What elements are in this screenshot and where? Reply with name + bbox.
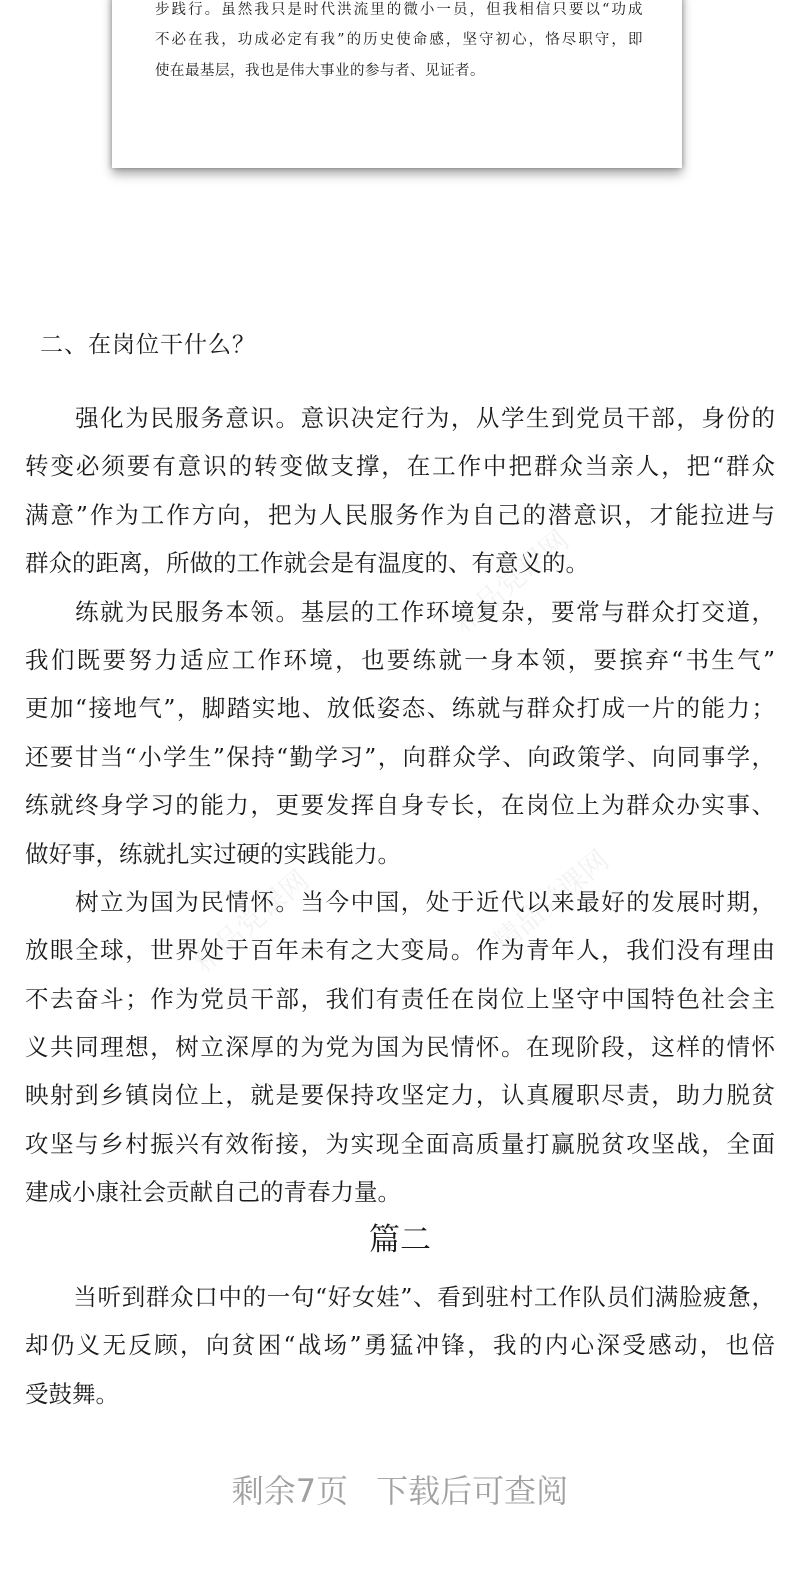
text-line: 不去奋斗；作为党员干部，我们有责任在岗位上坚守中国特色社会主 — [25, 984, 775, 1013]
watermark: 精品党课网 — [446, 523, 576, 639]
paragraph — [25, 394, 775, 588]
text-line: 群众的距离，所做的工作就会是有温度的、有意义的。 — [25, 549, 589, 578]
text-line: 还要甘当“小学生”保持“勤学习”，向群众学、向政策学、向同事学， — [25, 742, 775, 771]
text-line: 却仍义无反顾，向贫困“战场”勇猛冲锋，我的内心深受感动，也倍 — [25, 1331, 775, 1360]
part-title: 篇二 — [369, 1222, 431, 1258]
previous-page-preview — [112, 0, 682, 168]
paragraph — [25, 1273, 775, 1418]
document-body — [25, 394, 775, 1217]
text-line: 攻坚与乡村振兴有效衔接，为实现全面高质量打赢脱贫攻坚战，全面 — [25, 1129, 775, 1158]
text-line: 受鼓舞。 — [25, 1379, 119, 1408]
watermark: 精品党课网 — [486, 843, 616, 959]
text-line: 练就终身学习的能力，更要发挥自身专长，在岗位上为群众办实事、 — [25, 791, 775, 820]
section-heading: 二、在岗位干什么？ — [40, 332, 256, 358]
text-line: 当听到群众口中的一句“好女娃”、看到驻村工作队员们满脸疲惫， — [25, 1283, 775, 1311]
text-line: 练就为民服务本领。基层的工作环境复杂，要常与群众打交道， — [25, 597, 775, 626]
text-line: 映射到乡镇岗位上，就是要保持攻坚定力，认真履职尽责，助力脱贫 — [25, 1081, 775, 1110]
text-line: 建成小康社会贡献自己的青春力量。 — [25, 1178, 401, 1207]
text-line: 更加“接地气”，脚踏实地、放低姿态、练就与群众打成一片的能力； — [25, 694, 775, 723]
text-line: 树立为国为民情怀。当今中国，处于近代以来最好的发展时期， — [25, 887, 775, 916]
text-line: 转变必须要有意识的转变做支撑，在工作中把群众当亲人，把“群众 — [25, 452, 775, 481]
watermark: 精品党课网 — [186, 863, 316, 979]
document-body-part2 — [25, 1273, 775, 1418]
text-line: 放眼全球，世界处于百年未有之大变局。作为青年人，我们没有理由 — [25, 936, 775, 965]
text-line: 做好事，练就扎实过硬的实践能力。 — [25, 839, 401, 868]
text-line: 满意”作为工作方向，把为人民服务作为自己的潜意识，才能拉进与 — [25, 500, 775, 529]
download-to-read-more-button[interactable] — [0, 1470, 800, 1512]
text-line: 我们既要努力适应工作环境，也要练就一身本领，要摈弃“书生气” — [25, 645, 775, 674]
remaining-pages-label: 剩余7页 — [231, 1472, 349, 1510]
preview-line: 步践行。虽然我只是时代洪流里的微小一员，但我相信只要以“功成 — [155, 2, 643, 18]
download-label: 下载后可查阅 — [376, 1472, 569, 1510]
text-line: 义共同理想，树立深厚的为党为国为民情怀。在现阶段，这样的情怀 — [25, 1033, 775, 1062]
preview-line: 使在最基层，我也是伟大事业的参与者、见证者。 — [155, 63, 485, 79]
paragraph — [25, 878, 775, 1217]
text-line: 强化为民服务意识。意识决定行为，从学生到党员干部，身份的 — [25, 404, 775, 432]
preview-line: 不必在我，功成必定有我”的历史使命感，坚守初心，恪尽职守，即 — [155, 32, 643, 48]
paragraph — [25, 588, 775, 878]
